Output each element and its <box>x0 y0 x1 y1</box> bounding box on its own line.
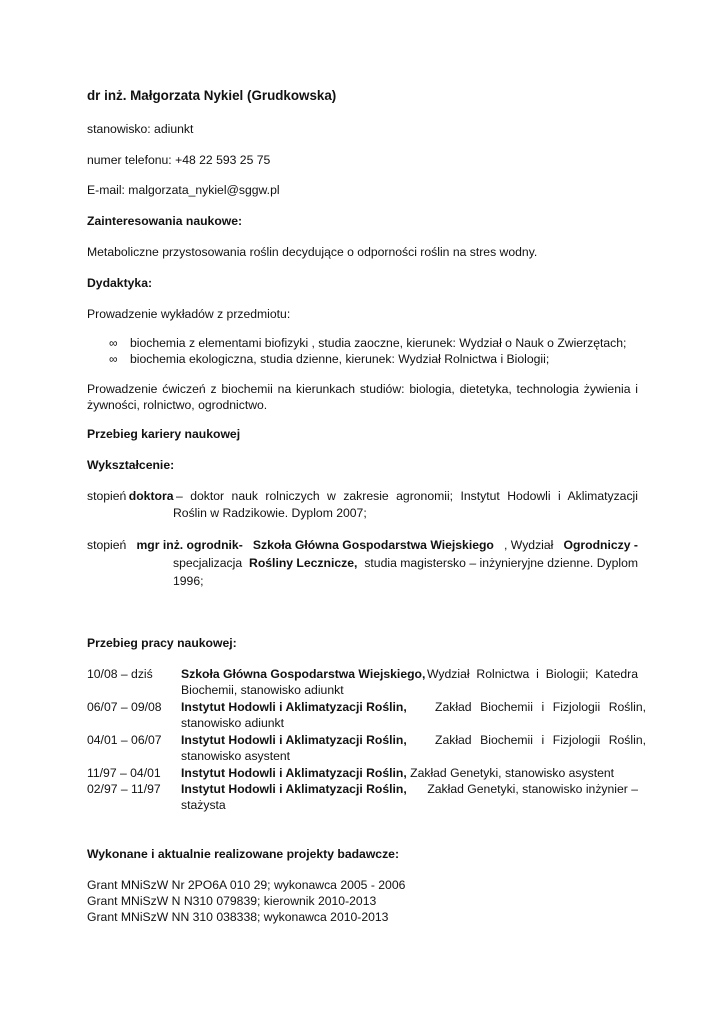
work-institution: Szkoła Główna Gospodarstwa Wiejskiego, <box>181 667 426 681</box>
doctor-description: – doktor nauk rolniczych w zakresie agronomii; Instytut Hodowli i Aklimatyzacji <box>175 489 638 503</box>
interests-text: Metaboliczne przystosowania roślin decydujące o odporności roślin na stres wodny. <box>87 245 538 259</box>
doctor-degree-line <box>87 488 638 504</box>
work-date: 11/97 – 04/01 <box>87 766 161 780</box>
lecture-item: biochemia z elementami biofizyki , studia zaoczne, kierunek: Wydział o Nauk o Zwierzętach; <box>130 336 627 350</box>
master-year: 1996; <box>173 574 204 588</box>
work-date: 04/01 – 06/07 <box>87 733 162 747</box>
person-name: dr inż. Małgorzata Nykiel (Grudkowska) <box>87 88 337 103</box>
bullet-icon: ∞ <box>109 352 118 366</box>
work-row <box>181 666 638 682</box>
phone-line: numer telefonu: +48 22 593 25 75 <box>87 153 271 167</box>
work-heading: Przebieg pracy naukowej: <box>87 636 237 650</box>
project-item: Grant MNiSzW Nr 2PO6A 010 29; wykonawca 2005 - 2006 <box>87 878 406 892</box>
work-detail-cont: Biochemii, stanowisko adiunkt <box>181 683 344 697</box>
master-study-type: studia magistersko – inżynieryjne dzienne. Dyplom <box>364 556 638 570</box>
work-institution: Instytut Hodowli i Aklimatyzacji Roślin, <box>181 782 407 796</box>
master-school: Szkoła Główna Gospodarstwa Wiejskiego <box>252 538 494 552</box>
interests-heading: Zainteresowania naukowe: <box>87 214 243 228</box>
project-item: Grant MNiSzW N N310 079839; kierownik 2010-2013 <box>87 894 377 908</box>
work-detail: Zakład Genetyki, stanowisko inżynier – <box>427 782 638 796</box>
career-heading: Przebieg kariery naukowej <box>87 427 241 441</box>
work-detail-cont: stażysta <box>181 798 226 812</box>
work-row <box>181 699 646 715</box>
teaching-heading: Dydaktyka: <box>87 276 153 290</box>
work-detail-cont: stanowisko asystent <box>181 749 291 763</box>
master-degree-line <box>87 537 638 553</box>
degree-doctor: doktora <box>128 489 174 503</box>
degree-prefix: stopień <box>87 489 127 503</box>
work-detail-cont: stanowisko adiunkt <box>181 716 284 730</box>
work-date: 02/97 – 11/97 <box>87 782 161 796</box>
work-institution: Instytut Hodowli i Aklimatyzacji Roślin, <box>181 700 407 714</box>
bullet-icon: ∞ <box>109 336 118 350</box>
degree-prefix: stopień <box>87 538 127 552</box>
master-degree-line-2 <box>173 555 638 571</box>
lecture-item: biochemia ekologiczna, studia dzienne, kierunek: Wydział Rolnictwa i Biologii; <box>130 352 550 366</box>
lectures-intro: Prowadzenie wykładów z przedmiotu: <box>87 307 291 321</box>
project-item: Grant MNiSzW NN 310 038338; wykonawca 2010-2013 <box>87 910 389 924</box>
work-detail: Zakład Biochemii i Fizjologii Roślin, <box>435 700 646 714</box>
work-date: 06/07 – 09/08 <box>87 700 162 714</box>
work-row <box>181 781 638 797</box>
doctor-description-cont: Roślin w Radzikowie. Dyplom 2007; <box>173 506 367 520</box>
work-institution: Instytut Hodowli i Aklimatyzacji Roślin, <box>181 733 407 747</box>
work-detail: Wydział Rolnictwa i Biologii; Katedra <box>427 667 638 681</box>
position-line: stanowisko: adiunkt <box>87 122 194 136</box>
exercises-line-2: żywności, rolnictwo, ogrodnictwo. <box>87 398 268 412</box>
work-detail: Zakład Genetyki, stanowisko asystent <box>410 766 615 780</box>
degree-master: mgr inż. ogrodnik- <box>136 538 243 552</box>
exercises-line-1: Prowadzenie ćwiczeń z biochemii na kierunkach studiów: biologia, dietetyka, technologia żywienia i <box>87 382 638 396</box>
projects-heading: Wykonane i aktualnie realizowane projekty badawcze: <box>87 847 400 861</box>
work-detail: Zakład Biochemii i Fizjologii Roślin, <box>435 733 646 747</box>
email-line: E-mail: malgorzata_nykiel@sggw.pl <box>87 183 280 197</box>
master-specialization-label: specjalizacja <box>173 556 243 570</box>
work-institution: Instytut Hodowli i Aklimatyzacji Roślin, <box>181 766 407 780</box>
master-dept: Ogrodniczy - <box>563 538 638 552</box>
education-heading: Wykształcenie: <box>87 458 175 472</box>
work-row <box>181 732 646 748</box>
master-specialization: Rośliny Lecznicze, <box>249 556 358 570</box>
work-date: 10/08 – dziś <box>87 667 153 681</box>
work-row <box>181 765 614 781</box>
master-dept-label: , Wydział <box>504 538 554 552</box>
